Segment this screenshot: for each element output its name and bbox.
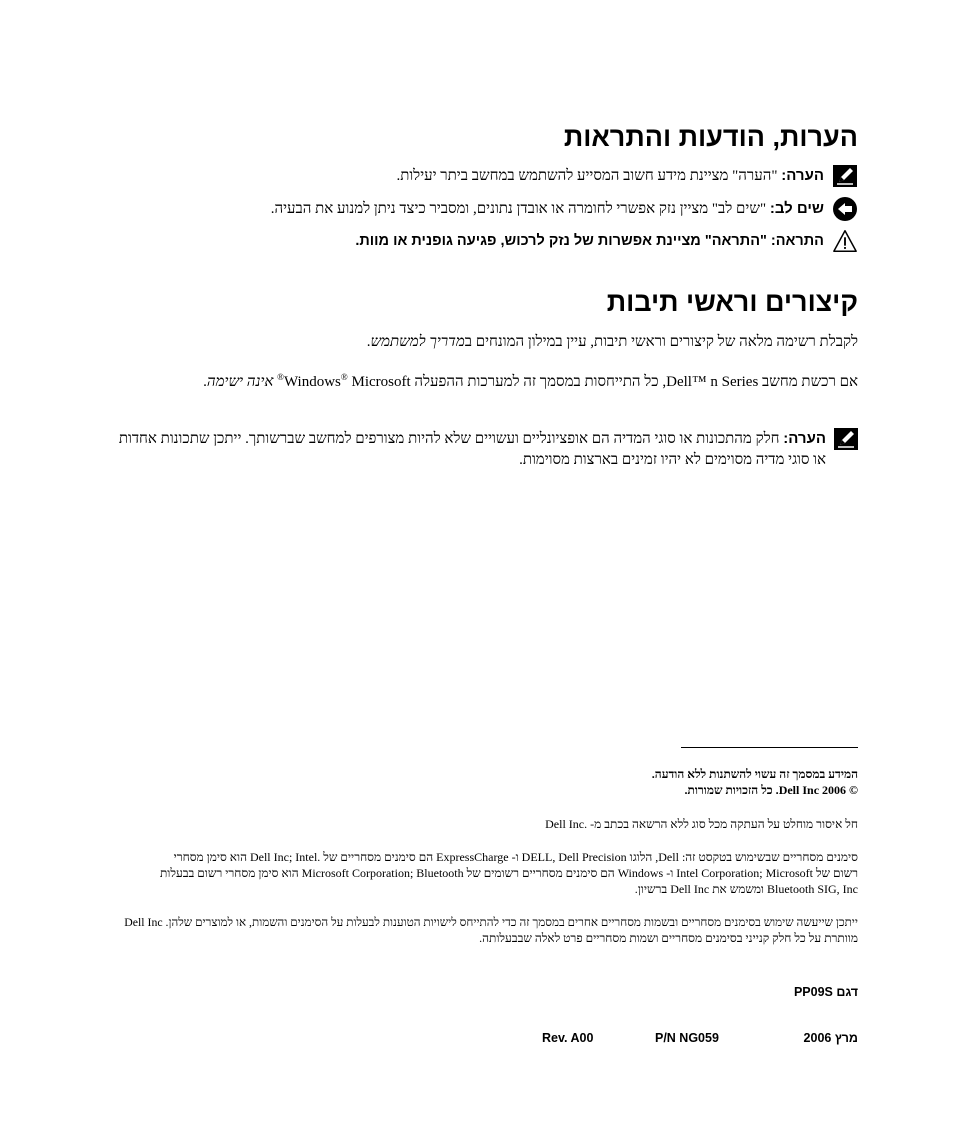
- warning-triangle-icon: [832, 228, 858, 254]
- reproduction-notice: חל איסור מוחלט על העתקה מכל סוג ללא הרשאה בכתב מ- .Dell Inc: [545, 817, 858, 831]
- caution-text: שים לב: "שים לב" מציין נזק אפשרי לחומרה או אובדן נתונים, ומסביר כיצד ניתן למנוע את הבעיה.: [270, 200, 824, 217]
- release-date: מרץ 2006: [803, 1031, 858, 1045]
- pencil-note-icon: [832, 163, 858, 189]
- revision: Rev. A00: [542, 1031, 594, 1045]
- pencil-note-icon: [834, 428, 858, 450]
- copyright-line: © 2006 Dell Inc. כל הזכויות שמורות.: [684, 783, 858, 797]
- legal-notice-change: המידע במסמך זה עשוי להשתנות ללא הודעה.: [651, 767, 858, 781]
- caution-hand-icon: [832, 196, 858, 222]
- divider-line: [681, 747, 858, 748]
- trademarks-line-3: Bluetooth SIG, Inc ומשמש את Dell Inc ברשיון.: [634, 882, 858, 896]
- model-number: דגם PP09S: [793, 985, 858, 999]
- other-trademarks-line-1: ייתכן שייעשה שימוש בסימנים מסחריים ובשמות מסחריים אחרים במסמך זה כדי להתייחס לישויות הטוענות לבעלות על הסימנים והשמות, או למוצרים שלהן. Dell Inc: [124, 915, 858, 929]
- optional-features-text: הערה: חלק מהתכונות או סוגי המדיה הם אופציונליים ועשויים שלא להיות מצורפים למחשב שברשותך. ייתכן שתכונות אחדות או סוגי מדיה מסוימים לא יהיו זמינים בארצות מסוימות.: [118, 430, 826, 468]
- warning-text: התראה: "התראה" מציינת אפשרות של נזק לרכוש, פגיעה גופנית או מוות.: [355, 233, 824, 249]
- warning-row: [58, 228, 858, 254]
- abbreviations-paragraph: לקבלת רשימה מלאה של קיצורים וראשי תיבות, עיין במילון המונחים במדריך למשתמש.: [366, 334, 858, 350]
- caution-row: [58, 196, 858, 222]
- windows-paragraph: אם רכשת מחשב Dell™ n Series, כל התייחסות במסמך זה למערכות ההפעלה Windows® Microsoft® אינה ישימה.: [203, 372, 858, 390]
- optional-features-note: [58, 428, 858, 471]
- section-title-abbreviations: קיצורים וראשי תיבות: [606, 287, 858, 317]
- trademarks-line-1: סימנים מסחריים שבשימוש בטקסט זה: Dell, הלוגו DELL, Dell Precision ו- ExpressCharge הם סימנים מסחריים של .Dell Inc; Intel הוא סימן מסחרי: [173, 850, 858, 864]
- note-row: [58, 163, 858, 189]
- part-number: P/N NG059: [655, 1031, 719, 1045]
- note-text: הערה: "הערה" מציינת מידע חשוב המסייע להשתמש במחשב ביתר יעילות.: [396, 167, 824, 184]
- other-trademarks-line-2: מוותרת על כל חלק קנייני בסימנים מסחריים ושמות מסחריים פרט לאלה שבבעלותה.: [479, 931, 858, 945]
- section-title-notices: הערות, הודעות והתראות: [563, 122, 858, 152]
- trademarks-line-2: רשום של Intel Corporation; Microsoft ו- Windows הם סימנים מסחריים רשומים של Microsoft Corporation; Bluetooth הוא סימן מסחרי רשום בבעלות: [159, 866, 858, 880]
